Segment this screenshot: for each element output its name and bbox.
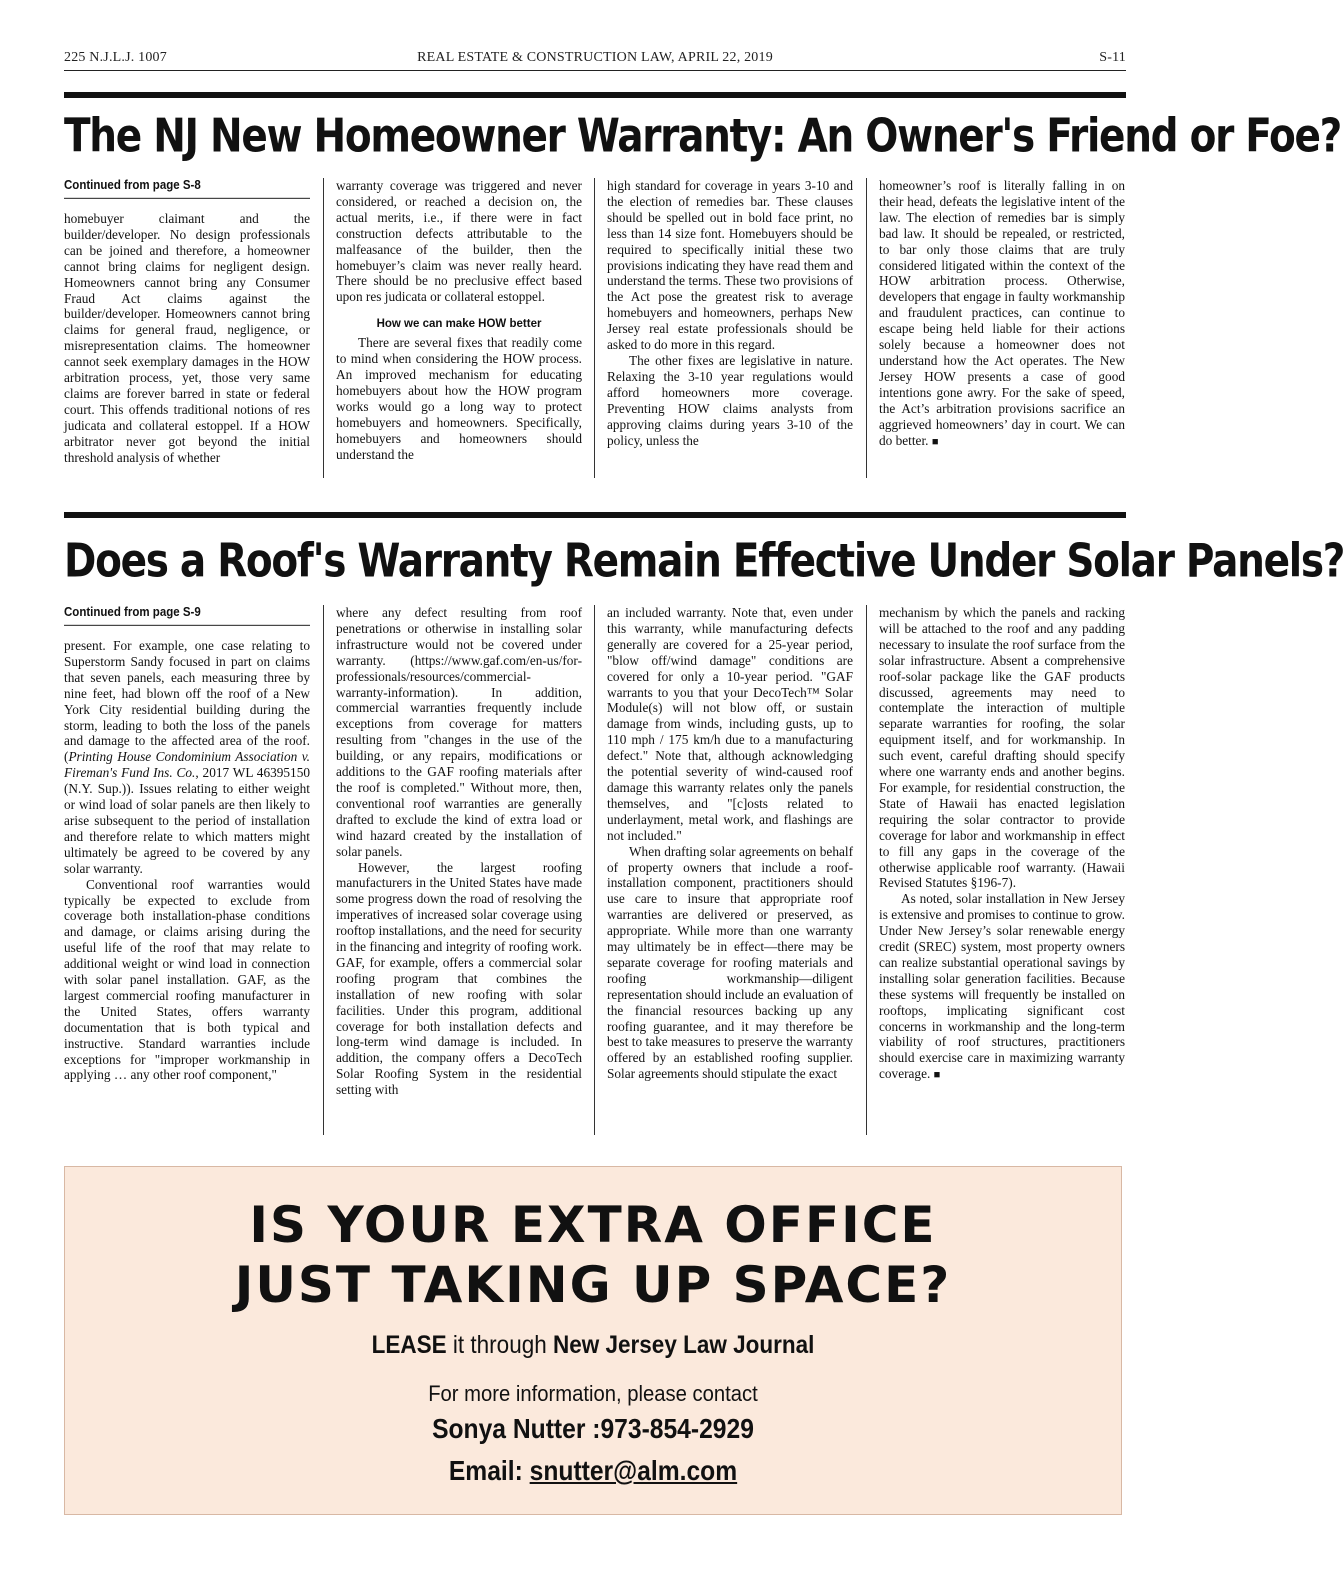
case-citation: Printing House Condominium Association v. Fireman's Fund Ins. Co. — [64, 749, 310, 781]
paragraph: mechanism by which the panels and racking will be attached to the roof and any padding necessary to insulate the roof surface from the solar infrastructure. Absent a comprehensive roof-solar package like the GAF products discussed, agreements may need to contemplate the interaction of multiple separate warranties for roofing, the solar equipment itself, and for workmanship. In such event, careful drafting should specify where one warranty ends and another begins. For example, for residential construction, the State of Hawaii has enacted legislation requiring the solar contractor to provide coverage for labor and workmanship in effect to fill any gaps in the coverage of the otherwise applicable roof warranty. (Hawaii Revised Statutes §196-7). — [879, 605, 1125, 891]
paragraph-text: present. For example, one case relating to Superstorm Sandy focused in part on claims that seven panels, each measuring three by nine feet, had blown off the roof of a New York City residential building during the storm, leading to both the loss of the panels and damage to the affected area of the roof. ( — [64, 638, 310, 765]
paragraph: where any defect resulting from roof penetrations or otherwise in installing solar infrastructure would not be covered under warranty. (https://www.gaf.com/en-us/for-professionals/resources/commercial-warranty-information). In addition, commercial warranties frequently include exceptions from coverage for matters resulting from "changes in the use of the building, or any repairs, modifications or additions to the GAF roofing materials after the roof is completed." Without more, then, conventional roof warranties are generally drafted to exclude the kind of extra load or wind hazard created by the installation of solar panels. — [336, 605, 582, 859]
article1-column-4 — [879, 178, 1125, 450]
lease-word: LEASE — [371, 1331, 447, 1359]
paragraph — [879, 891, 1125, 1084]
email-link[interactable]: snutter@alm.com — [529, 1455, 738, 1486]
end-mark: ■ — [931, 435, 939, 448]
article1-column-1 — [64, 178, 310, 466]
ad-info-line: For more information, please contact — [428, 1381, 758, 1406]
article-divider — [64, 512, 1126, 518]
article2-column-4 — [879, 605, 1125, 1084]
email-label: Email: — [448, 1455, 530, 1486]
column-divider — [866, 178, 867, 478]
end-mark: ■ — [933, 1069, 941, 1082]
article1-title: The NJ New Homeowner Warranty: An Owner's Friend or Foe? — [64, 110, 1342, 164]
paragraph-text: homeowner’s roof is literally falling in on their head, defeats the legislative intent of the law. The election of remedies bar is simply bad law. It should be repealed, or restricted, to bar only those claims that are truly considered litigated within the context of the HOW arbitration process. Otherwise, developers that engage in faulty workmanship and fraudulent practices, can continue to escape being held liable for their actions solely because a homeowner does not understand how the Act operates. The New Jersey HOW presents a case of good intentions gone awry. For the sake of speed, the Act’s arbitration provisions sacrifice an aggrieved homeowners’ day in court. We can do better. — [879, 178, 1125, 448]
paragraph: high standard for coverage in years 3-10 and the election of remedies bar. These clauses should be spelled out in bold face print, no less than 14 size font. Homebuyers should be required to specifically initial these two provisions indicating they have read them and understand the terms. These two provisions of the Act pose the greatest risk to average homebuyers and homeowners, perhaps New Jersey real estate professionals should be asked to do more in this regard. — [607, 178, 853, 353]
column-divider — [866, 605, 867, 1135]
paragraph-text: As noted, solar installation in New Jersey is extensive and promises to continue to grow. Under New Jersey’s solar renewable energy credit (SREC) system, most property owners can realize substantial operational savings by installing solar generation facilities. Because these systems will frequently be installed on rooftops, implicating significant cost concerns in workmanship and the long-term viability of roof structures, practitioners should exercise care in maximizing warranty coverage. — [879, 891, 1125, 1082]
column-divider — [323, 605, 324, 1135]
ad-headline-line-2: JUST TAKING UP SPACE? — [234, 1256, 952, 1314]
column-divider — [594, 178, 595, 478]
paragraph-text: , 2017 WL 46395150 (N.Y. Sup.)). Issues relating to either weight or wind load of solar panels are then likely to arise subsequent to the period of installation and therefore relate to which matters might ultimately be agreed to be covered by any solar warranty. — [64, 765, 310, 876]
publication-name: New Jersey Law Journal — [552, 1331, 815, 1359]
paragraph: warranty coverage was triggered and never considered, or reached a decision on, the actual merits, i.e., if there were in fact construction defects attributable to the malfeasance of the builder, then the homebuyer’s claim was never really heard. There should be no preclusive effect based upon res judicata or collateral estoppel. — [336, 178, 582, 305]
paragraph — [64, 638, 310, 877]
office-lease-ad — [64, 1166, 1122, 1515]
article2-title: Does a Roof's Warranty Remain Effective Under Solar Panels? — [64, 535, 1344, 589]
paragraph — [879, 178, 1125, 450]
paragraph: When drafting solar agreements on behalf of property owners that include a roof-installation component, practitioners should use care to insure that appropriate roof warranties are delivered or preserved, as appropriate. While more than one warranty may ultimately be in effect—there may be separate coverage for roofing materials and roofing workmanship—diligent representation should include an evaluation of the financial resources backing up any roofing guarantee, and it may therefore be best to take measures to preserve the warranty offered by an established roofing supplier. Solar agreements should stipulate the exact — [607, 843, 853, 1082]
article2-column-1 — [64, 605, 310, 1083]
article1-body — [64, 178, 1126, 484]
journal-citation: 225 N.J.L.J. 1007 — [64, 50, 167, 65]
article-divider — [64, 92, 1126, 98]
paragraph: homebuyer claimant and the builder/developer. No design professionals can be joined and therefore, a homeowner cannot bring claims for negligent design. Homeowners cannot bring any Consumer Fraud Act claims against the builder/developer. Homeowners cannot bring claims for general fraud, negligence, or misrepresentation claims. The homeowner cannot seek exemplary damages in the HOW arbitration process, yet, those very same claims are forever barred in state or federal court. This offends traditional notions of res judicata and collateral estoppel. If a HOW arbitrator never got beyond the initial threshold analysis of whether — [64, 211, 310, 465]
ad-contact-phone: Sonya Nutter :973-854-2929 — [432, 1413, 754, 1444]
paragraph: However, the largest roofing manufacturers in the United States have made some progress down the road of resolving the imperatives of increased solar coverage using rooftop installations, and the need for security in the financing and integrity of roofing work. GAF, for example, offers a commercial solar roofing program that combines the installation of new roofing with solar facilities. Under this program, additional coverage for both installation defects and long-term wind damage is included. In addition, the company offers a DecoTech Solar Roofing System in the residential setting with — [336, 859, 582, 1098]
section-date: REAL ESTATE & CONSTRUCTION LAW, APRIL 22, 2019 — [417, 50, 773, 65]
paragraph: Conventional roof warranties would typically be expected to exclude from coverage both installation-phase conditions and damage, or claims arising during the useful life of the roof that may relate to additional weight or wind load in connection with solar panel installation. GAF, as the largest commercial roofing manufacturer in the United States, offers warranty documentation that is both typical and instructive. Standard warranties include exceptions for "improper workmanship in applying … any other roof component," — [64, 876, 310, 1083]
article1-column-3 — [607, 178, 853, 448]
article2-body — [64, 605, 1126, 1141]
article2-column-2 — [336, 605, 582, 1098]
lease-through: it through — [446, 1331, 553, 1359]
paragraph: The other fixes are legislative in nature. Relaxing the 3-10 year regulations would afford homeowners more coverage. Preventing HOW claims analysts from approving claims during years 3-10 of the policy, unless the — [607, 352, 853, 448]
section-subhead: How we can make HOW better — [376, 318, 542, 331]
page-number: S-11 — [1099, 50, 1126, 65]
running-head — [64, 48, 1126, 71]
column-divider — [323, 178, 324, 478]
ad-email-line — [128, 1455, 1057, 1487]
paragraph: an included warranty. Note that, even under this warranty, while manufacturing defects generally are covered for a 25-year period, "blow off/wind damage" conditions are covered for only a 10-year period. "GAF warrants to you that your DecoTech™ Solar Module(s) will not blow off, or sustain damage from winds, including gusts, up to 110 mph / 175 km/h due to a manufacturing defect." Note that, although acknowledging the potential severity of wind-caused roof damage this warranty relates only the panels themselves, and "[c]osts related to underlayment, metal work, and flashings are not included." — [607, 605, 853, 843]
continued-note: Continued from page S-8 — [64, 178, 310, 199]
article1-column-2 — [336, 178, 582, 462]
continued-note: Continued from page S-9 — [64, 605, 310, 626]
article2-column-3 — [607, 605, 853, 1082]
paragraph: There are several fixes that readily come to mind when considering the HOW process. An improved mechanism for educating homebuyers about how the HOW program works would go a long way to protect homebuyers and homeowners. Specifically, homebuyers and homeowners should understand the — [336, 335, 582, 462]
ad-headline-line-1: IS YOUR EXTRA OFFICE — [249, 1196, 937, 1254]
column-divider — [594, 605, 595, 1135]
ad-lease-line — [118, 1331, 1068, 1360]
